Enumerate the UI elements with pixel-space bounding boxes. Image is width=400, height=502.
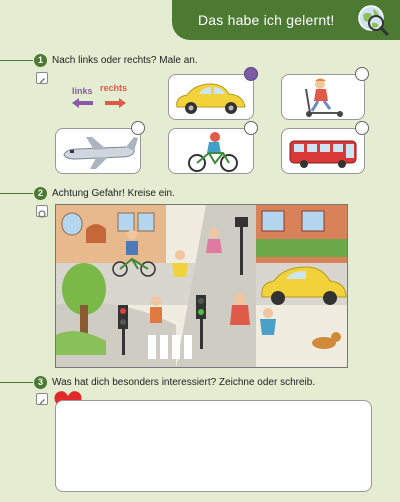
- pencil-icon: [36, 72, 48, 84]
- task-1-number: 1: [34, 54, 47, 67]
- bicycle-picture: [169, 129, 253, 173]
- circle-tool-icon: [36, 205, 48, 217]
- pencil-icon: [36, 393, 48, 405]
- street-scene-picture: [55, 204, 348, 368]
- page-title: Das habe ich gelernt!: [198, 12, 335, 28]
- task-2-rule: [0, 193, 33, 194]
- task-2-instruction: Achtung Gefahr! Kreise ein.: [52, 188, 175, 199]
- car-picture: [169, 75, 253, 119]
- globe-magnifier-icon: [356, 3, 390, 37]
- answer-circle-scooter[interactable]: [355, 67, 369, 81]
- task-3-number: 3: [34, 376, 47, 389]
- task-2-number: 2: [34, 187, 47, 200]
- page-header: [172, 0, 400, 40]
- task-1-rule: [0, 60, 33, 61]
- legend-left-label: links: [72, 86, 93, 96]
- task-3-instruction: Was hat dich besonders interessiert? Zeichne oder schreib.: [52, 377, 316, 388]
- arrow-left-icon: [72, 98, 93, 108]
- scooter-picture: [282, 75, 364, 119]
- answer-circle-airplane[interactable]: [131, 121, 145, 135]
- card-car: [168, 74, 254, 120]
- card-bicycle: [168, 128, 254, 174]
- card-scooter: [281, 74, 365, 120]
- bus-picture: [282, 129, 364, 173]
- airplane-picture: [56, 129, 140, 173]
- answer-circle-car[interactable]: [244, 67, 258, 81]
- arrow-right-icon: [105, 98, 126, 108]
- card-airplane: [55, 128, 141, 174]
- direction-arrows: [70, 97, 130, 109]
- task-3-rule: [0, 382, 33, 383]
- task-1-instruction: Nach links oder rechts? Male an.: [52, 55, 198, 66]
- street-scene-drawing: [56, 205, 348, 368]
- card-bus: [281, 128, 365, 174]
- answer-circle-bicycle[interactable]: [244, 121, 258, 135]
- legend-right-label: rechts: [100, 83, 128, 93]
- drawing-answer-area[interactable]: [55, 400, 372, 492]
- answer-circle-bus[interactable]: [355, 121, 369, 135]
